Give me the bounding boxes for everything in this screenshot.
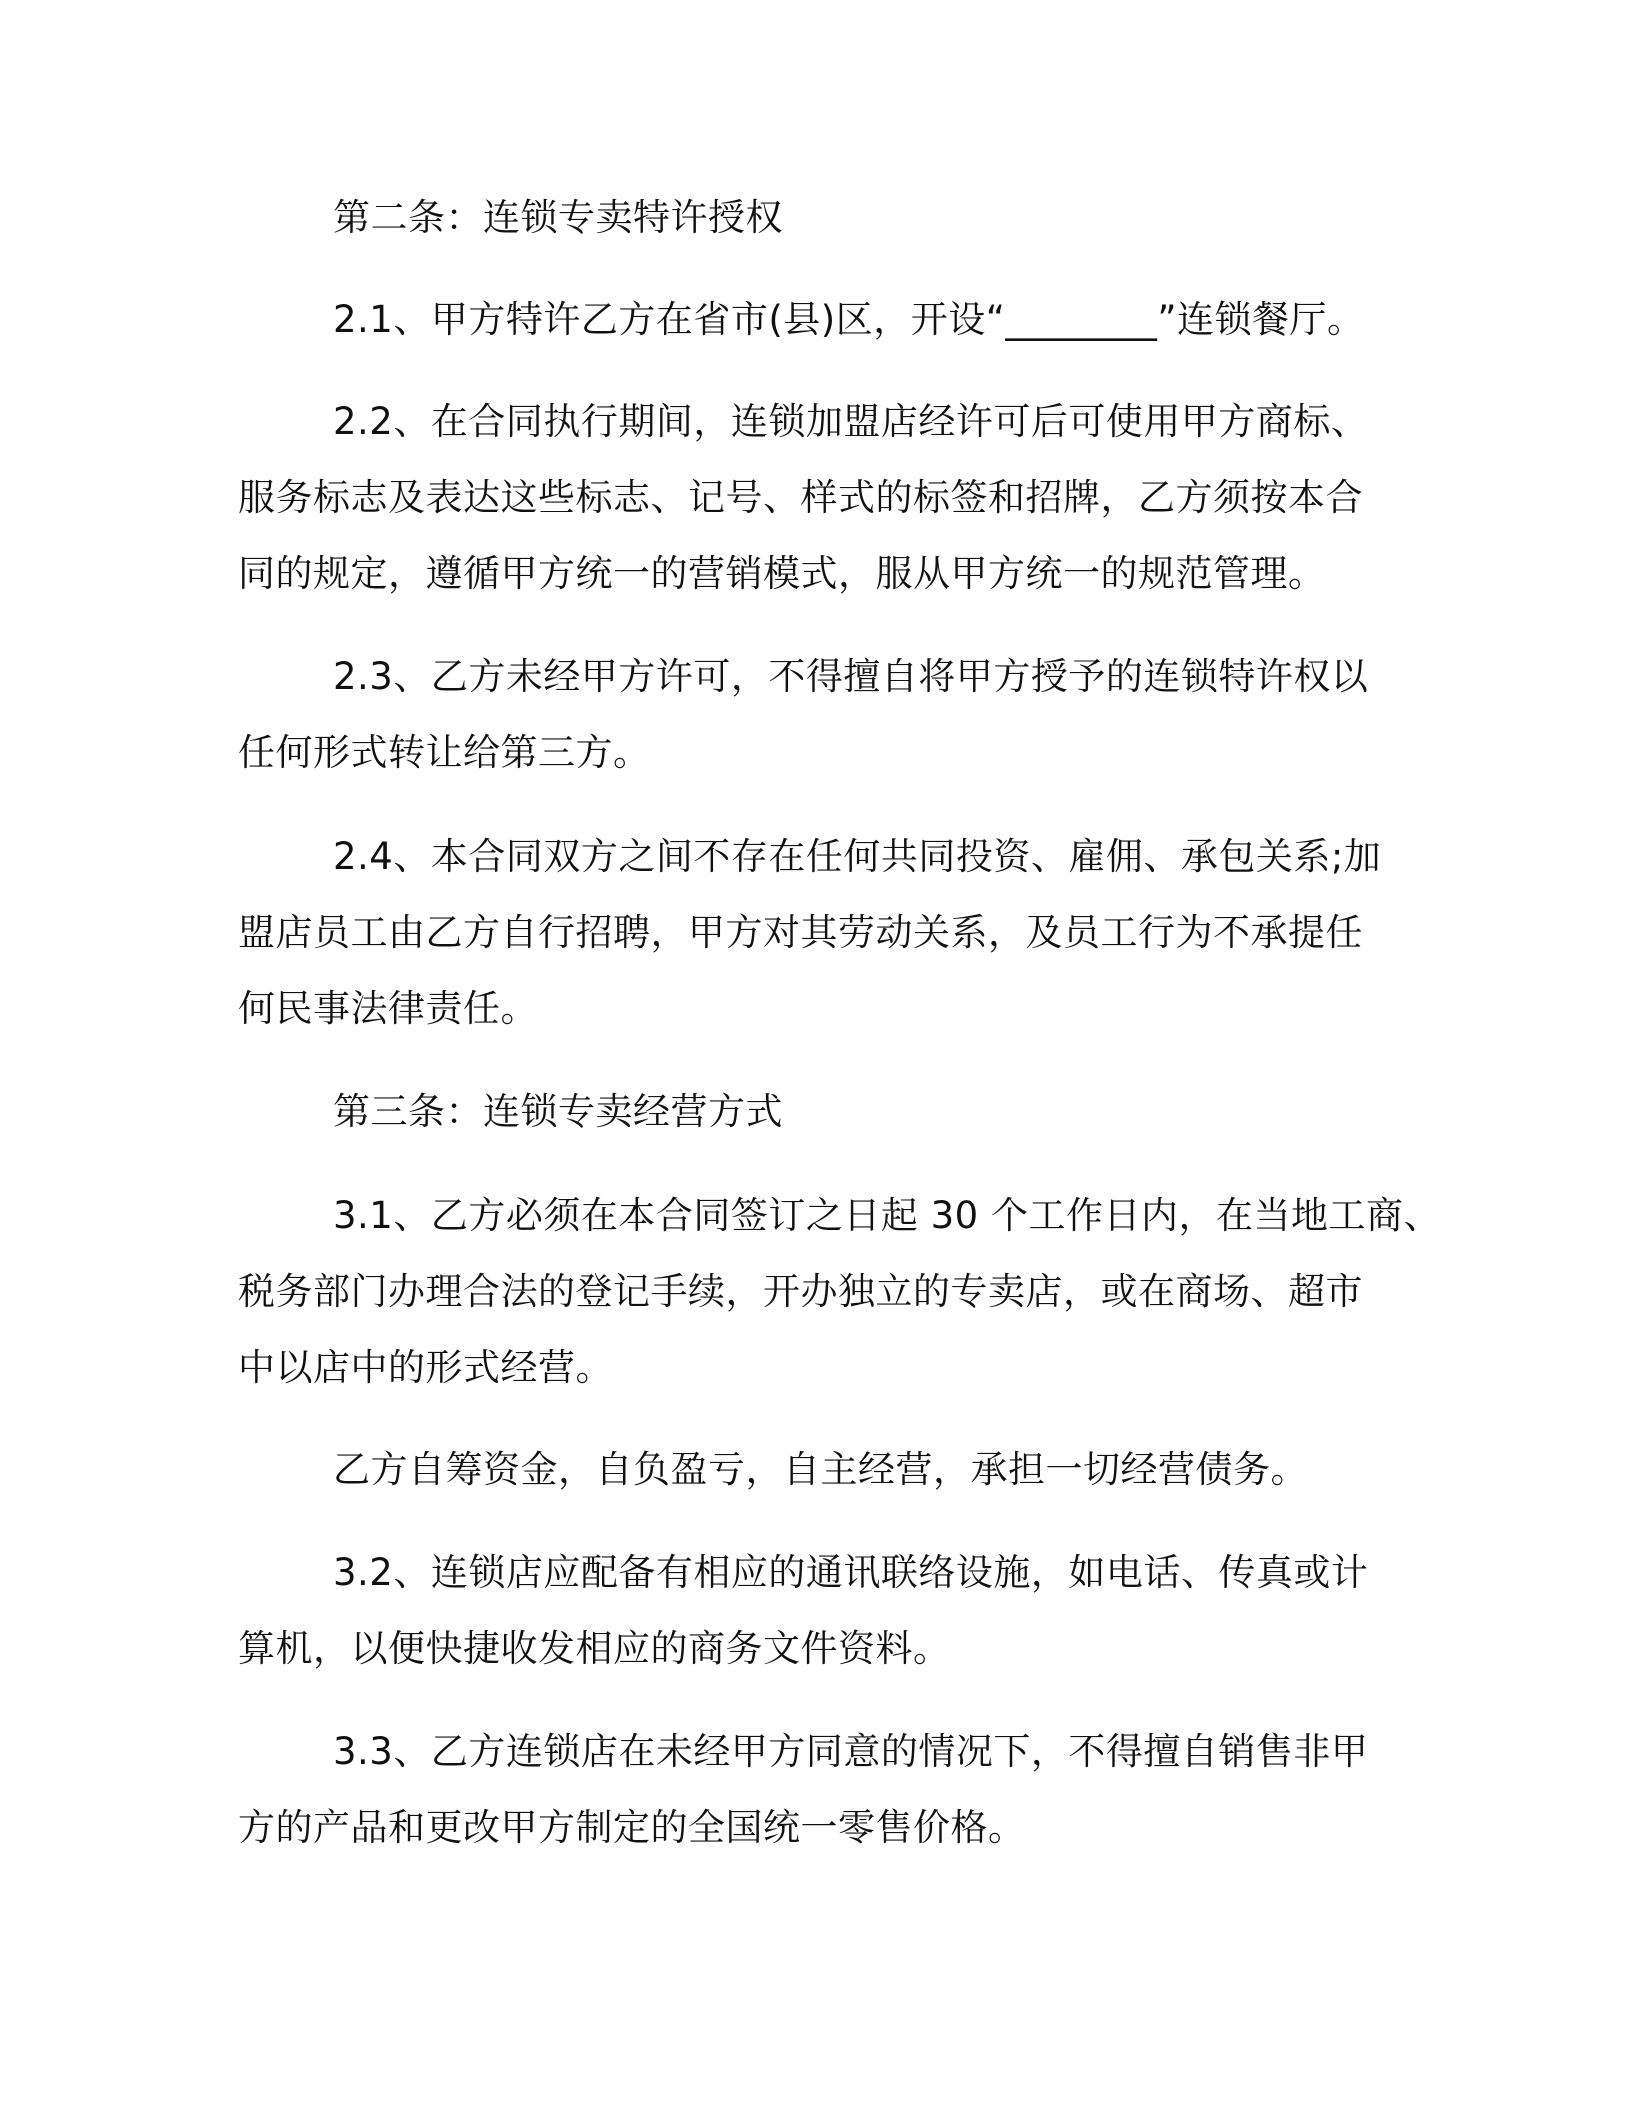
paragraph-2-4-line-3: 何民事法律责任。: [238, 987, 538, 1030]
paragraph-3-1-line-2: 税务部门办理合法的登记手续，开办独立的专卖店，或在商场、超市: [238, 1270, 1363, 1313]
article-3-title: 第三条：连锁专卖经营方式: [333, 1090, 783, 1133]
paragraph-3-1-line-1: 3.1、乙方必须在本合同签订之日起 30 个工作日内，在当地工商、: [333, 1194, 1441, 1237]
paragraph-2-4-line-1: 2.4、本合同双方之间不存在任何共同投资、雇佣、承包关系;加: [333, 835, 1382, 878]
paragraph-2-2-line-3: 同的规定，遵循甲方统一的营销模式，服从甲方统一的规范管理。: [238, 552, 1326, 595]
article-2-title: 第二条：连锁专卖特许授权: [333, 196, 783, 239]
paragraph-2-3-line-1: 2.3、乙方未经甲方许可，不得擅自将甲方授予的连锁特许权以: [333, 655, 1369, 698]
paragraph-2-3-line-2: 任何形式转让给第三方。: [238, 731, 651, 774]
paragraph-2-4-line-2: 盟店员工由乙方自行招聘，甲方对其劳动关系，及员工行为不承提任: [238, 911, 1363, 954]
paragraph-2-2-line-2: 服务标志及表达这些标志、记号、样式的标签和招牌，乙方须按本合: [238, 476, 1363, 519]
paragraph-3-3-line-1: 3.3、乙方连锁店在未经甲方同意的情况下，不得擅自销售非甲: [333, 1730, 1369, 1773]
paragraph-3-1-line-3: 中以店中的形式经营。: [238, 1346, 613, 1389]
paragraph-3-2-line-2: 算机，以便快捷收发相应的商务文件资料。: [238, 1627, 951, 1670]
paragraph-2-1-line-1: 2.1、甲方特许乙方在省市(县)区，开设“________”连锁餐厅。: [333, 298, 1365, 341]
paragraph-3-3-line-2: 方的产品和更改甲方制定的全国统一零售价格。: [238, 1806, 1026, 1849]
paragraph-3-2-line-1: 3.2、连锁店应配备有相应的通讯联络设施，如电话、传真或计: [333, 1551, 1369, 1594]
paragraph-2-2-line-1: 2.2、在合同执行期间，连锁加盟店经许可后可使用甲方商标、: [333, 400, 1369, 443]
paragraph-3-1-continuation: 乙方自筹资金，自负盈亏，自主经营，承担一切经营债务。: [333, 1448, 1308, 1491]
